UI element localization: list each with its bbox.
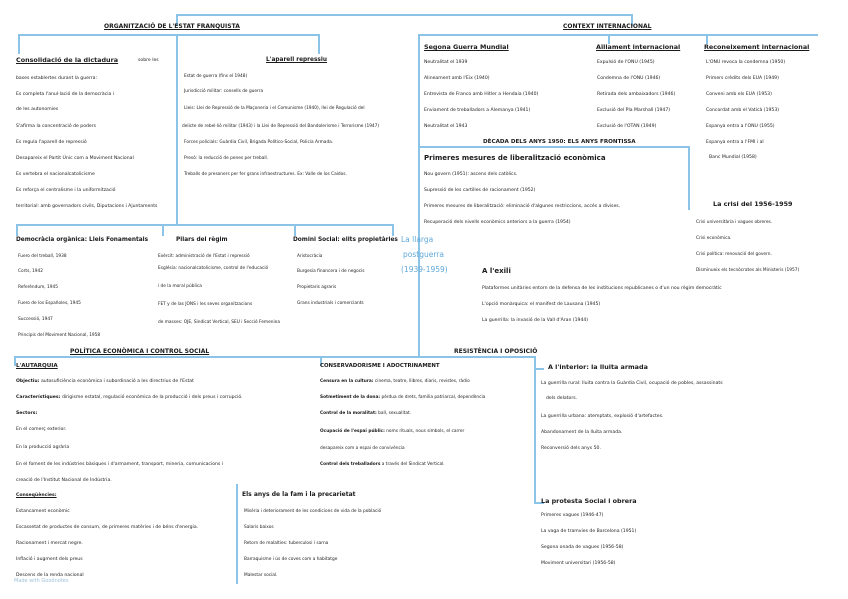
center-title-1: La llarga <box>401 235 434 244</box>
reconeixement-heading: Reconeixement internacional <box>704 43 810 51</box>
list-item: Racionament i mercat negre. <box>16 541 83 546</box>
autarquia-label: Sectors: <box>16 411 38 416</box>
autarquia-text: dirigisme estatal, regulació econòmica de la producció i dels preus i corrupció. <box>61 395 243 400</box>
center-title-2: postguerra <box>403 250 444 259</box>
connector <box>418 146 688 148</box>
pilars-heading: Pilars del règim <box>176 237 228 243</box>
list-item: Reconversió dels anys 50. <box>541 446 601 451</box>
list-item: Recuperació dels nivells econòmics anteriors a la guerra (1954) <box>424 220 571 225</box>
crisi-heading: La crisi del 1956-1959 <box>713 200 793 208</box>
list-item: Misèria i deteriorament de les condicions de vida de la població <box>244 509 382 514</box>
list-item: La guerrilla: la invasió de la Vall d'Aran (1944) <box>482 318 589 323</box>
list-item: La guerrilla urbana: atemptats, explosió d'artefactes. <box>541 414 664 419</box>
list-item: Segona onada de vagues (1956-58) <box>541 545 624 550</box>
list-item: Plataformes unitàries entorn de la defensa de les institucions republicanes o d'un nou règim democràtic <box>482 286 722 291</box>
list-item: FET y de las JONS i les seves organitzacions <box>158 302 253 307</box>
list-item: Presó: la reducció de penes per treball. <box>184 156 269 161</box>
conservadorisme-text: desapareix com a espai de convivència <box>320 446 405 451</box>
list-item: Banc Mundial (1958) <box>709 155 757 160</box>
conservadorisme-text: ball, sexualitat. <box>378 411 412 416</box>
democracia-heading: Democràcia orgànica: Lleis Fonamentals <box>16 237 149 243</box>
list-item: Primeres mesures de liberalització: eliminació d'algunes restriccions, accés a divises. <box>424 204 621 209</box>
connector <box>418 34 818 36</box>
list-item: Moviment universitari (1956-58) <box>541 561 616 566</box>
conservadorisme-text: a través del Sindicat Vertical. <box>381 462 445 467</box>
domini-heading: Domini Social: elits propietàries <box>293 237 398 243</box>
conservadorisme-text: pèrdua de drets, família patriarcal, dependència <box>381 395 486 400</box>
list-item: Es completa l'anul·lació de la democràcia i <box>16 92 115 97</box>
connector <box>18 34 318 36</box>
list-item: S'afirma la concentració de poders <box>16 124 97 129</box>
list-item: L'opció monàrquica: el manifest de Lausana (1945) <box>482 302 601 307</box>
list-item: i de la moral pública <box>158 284 202 289</box>
conservadorisme-label: Censura en la cultura: <box>320 379 374 384</box>
list-item: Descens de la renda nacional <box>16 573 84 578</box>
list-item: Neutralitat el 1939 <box>424 60 468 65</box>
list-item: Fuero de los Españoles, 1945 <box>18 301 81 306</box>
section-context: CONTEXT INTERNACIONAL <box>563 23 652 30</box>
list-item: Nou govern (1951): ascens dels catòlics. <box>424 172 518 177</box>
section-politica: POLÍTICA ECONÒMICA I CONTROL SOCIAL <box>70 348 210 355</box>
connector <box>534 368 544 370</box>
list-item: Crisi universitària i vagues obreres. <box>696 220 773 225</box>
connector <box>176 14 632 16</box>
connector <box>176 34 178 224</box>
list-item: Inflació i augment dels preus <box>16 557 83 562</box>
connector <box>16 224 392 226</box>
list-item: Expulsió de l'ONU (1945) <box>597 60 655 65</box>
list-item: de les autonomies <box>16 107 59 112</box>
list-item: Malestar social. <box>244 573 278 578</box>
conservadorisme-label: Control de la moralitat: <box>320 411 377 416</box>
section-decada50: DÈCADA DELS ANYS 1950: ELS ANYS FRONTISSA <box>483 139 636 145</box>
list-item: dels delators. <box>546 396 578 401</box>
list-item: L'ONU revoca la condemna (1950) <box>706 60 786 65</box>
conservadorisme-text: cinema, teatre, llibres, diaris, revistes, ràdio <box>374 379 470 384</box>
list-item: delicte de rebel·lió militar (1943) i la Llei de Repressió del Bandolerisme i Terrorisme (1947) <box>182 124 380 129</box>
list-item: Primeres vagues (1946-47) <box>541 513 604 518</box>
list-item: La guerrilla rural: lluita contra la Guàrdia Civil, ocupació de pobles, assassinats <box>541 381 723 386</box>
list-item: Successió, 1947 <box>18 317 53 322</box>
list-item: Jurisdicció militar: consells de guerra <box>184 89 264 94</box>
list-item: Principis del Moviment Nacional, 1958 <box>18 333 101 338</box>
list-item: Crisi política: renovació del govern. <box>696 252 772 257</box>
list-item: Disminueix els tecnòcrates als Ministeris (1957) <box>696 268 800 273</box>
autarquia-label: Objectiu: <box>16 379 40 384</box>
exili-heading: A l'exili <box>482 267 511 275</box>
list-item: Es reforça el centralisme i la uniformització <box>16 188 116 193</box>
list-item: Crisi econòmica. <box>696 236 732 241</box>
connector <box>236 484 238 584</box>
list-item: Grans industrials i comerciants <box>297 301 364 306</box>
list-item: En la producció agrària <box>16 445 70 450</box>
autarquia-text: autosuficiència econòmica i subordinació a les directrius de l'Estat <box>40 379 194 384</box>
list-item: En el foment de les indústries bàsiques i d'armament, transport, mineria, comunicacions i <box>16 462 224 467</box>
consolidacio-intro: sobre les <box>138 58 159 63</box>
autarquia-label: Conseqüències: <box>16 493 57 498</box>
list-item: Treballs de presoners per fer grans infraestructures. Ex: Valle de los Caídos. <box>184 172 347 177</box>
list-item: Es vertebra el nacionalcatolicisme <box>16 172 95 177</box>
list-item: Desapareix el Partit Únic com a Moviment Nacional <box>16 156 134 161</box>
center-title-3: (1939-1959) <box>401 265 448 274</box>
list-item: Escassetat de productes de consum, de primeres matèries i de béns d'energia. <box>16 525 199 530</box>
connector <box>534 356 536 502</box>
connector <box>18 34 20 54</box>
list-item: Propietaris agraris <box>297 285 337 290</box>
list-item: Abandonament de la lluita armada. <box>541 430 623 435</box>
list-item: La vaga de tramvies de Barcelona (1951) <box>541 529 637 534</box>
list-item: creació de l'Institut Nacional de Indústria. <box>16 478 112 483</box>
list-item: Aristocràcia <box>297 254 323 259</box>
list-item: Església: nacionalcatolicisme, control de l'educació <box>158 266 269 271</box>
list-item: de masses: OJE, Sindicat Vertical, SEU i Secció Femenina <box>158 320 281 325</box>
section-resistencia: RESISTÈNCIA I OPOSICIÓ <box>454 348 538 355</box>
consolidacio-intro: bases establertes durant la guerra: <box>16 76 97 81</box>
interior-heading: A l'interior: la lluita armada <box>548 363 648 371</box>
liberalitzacio-heading: Primeres mesures de liberalització econòmica <box>424 154 606 162</box>
goodnotes-logo: Made with Goodnotes <box>14 578 69 584</box>
list-item: Exclusió de l'OTAN (1949) <box>597 124 657 129</box>
list-item: Concordat amb el Vaticà (1953) <box>706 108 780 113</box>
list-item: Espanya entra a l'ONU (1955) <box>706 124 775 129</box>
list-item: Retorn de malalties: tuberculosi i sarna <box>244 541 329 546</box>
guerra-heading: Segona Guerra Mundial <box>424 43 509 51</box>
list-item: Exclusió del Pla Marshall (1947) <box>597 108 671 113</box>
list-item: Estat de guerra (fins el 1948) <box>184 74 248 79</box>
connector <box>294 224 296 236</box>
list-item: Es regula l'aparell de repressió <box>16 140 87 145</box>
list-item: Forces policials: Guàrdia Civil, Brigada Político-Social, Policia Armada. <box>184 140 334 145</box>
conservadorisme-heading: CONSERVADORISME I ADOCTRINAMENT <box>320 363 440 369</box>
list-item: Burgesia financera i de negocis <box>297 269 365 274</box>
list-item: territorial: amb governadors civils, Diputacions i Ajuntaments <box>16 204 158 209</box>
connector <box>318 34 320 54</box>
list-item: Corts, 1942 <box>18 269 43 274</box>
list-item: Lleis: Llei de Repressió de la Maçoneria i el Comunisme (1940), llei de Regulació del <box>184 106 365 111</box>
list-item: Fuero del treball, 1938 <box>18 254 67 259</box>
list-item: Salaris baixos <box>244 525 274 530</box>
connector <box>418 34 420 356</box>
autarquia-heading: L'AUTARQUIA <box>16 363 58 369</box>
conservadorisme-label: Ocupació de l'espai públic: <box>320 429 385 434</box>
conservadorisme-text: noms rituals, nous símbols, el carrer <box>386 429 465 434</box>
fam-heading: Els anys de la fam i la precarietat <box>242 491 356 498</box>
protesta-heading: La protesta Social i obrera <box>541 497 637 505</box>
list-item: Primers crèdits dels EUA (1949) <box>706 76 779 81</box>
list-item: En el comerç exterior. <box>16 427 67 432</box>
list-item: Supressió de les cartilles de racionament (1952) <box>424 188 536 193</box>
list-item: Espanya entra a l'FMI i al <box>706 140 764 145</box>
list-item: Neutralitat el 1943 <box>424 124 468 129</box>
connector <box>14 356 534 358</box>
connector <box>16 224 18 236</box>
aparell-heading: L'aparell repressiu <box>266 57 327 63</box>
consolidacio-heading: Consolidació de la dictadura <box>16 56 119 64</box>
list-item: Referèndum, 1945 <box>18 285 58 290</box>
list-item: Barraquisme i ús de coves com a habitatge <box>244 557 338 562</box>
list-item: Exèrcit: administració de l'Estat i repressió <box>158 254 250 259</box>
aillament-heading: Aïllament internacional <box>596 43 681 51</box>
list-item: Estancament econòmic <box>16 509 70 514</box>
list-item: Enviament de treballadors a Alemanya (1941) <box>424 108 531 113</box>
connector <box>688 146 690 210</box>
connector <box>162 224 164 236</box>
conservadorisme-label: Sotmetiment de la dona: <box>320 395 381 400</box>
connector <box>392 224 394 236</box>
list-item: Alineament amb l'Eix (1940) <box>424 76 490 81</box>
conservadorisme-label: Control dels treballadors <box>320 462 381 467</box>
list-item: Entrevista de Franco amb Hitler a Hendaia (1940) <box>424 92 539 97</box>
list-item: Retirada dels ambaixadors (1946) <box>597 92 676 97</box>
autarquia-label: Característiques: <box>16 395 61 400</box>
list-item: Condemna de l'ONU (1946) <box>597 76 661 81</box>
section-org-estat: ORGANITZACIÓ DE L'ESTAT FRANQUISTA <box>104 23 240 30</box>
list-item: Conveni amb els EUA (1953) <box>706 92 772 97</box>
